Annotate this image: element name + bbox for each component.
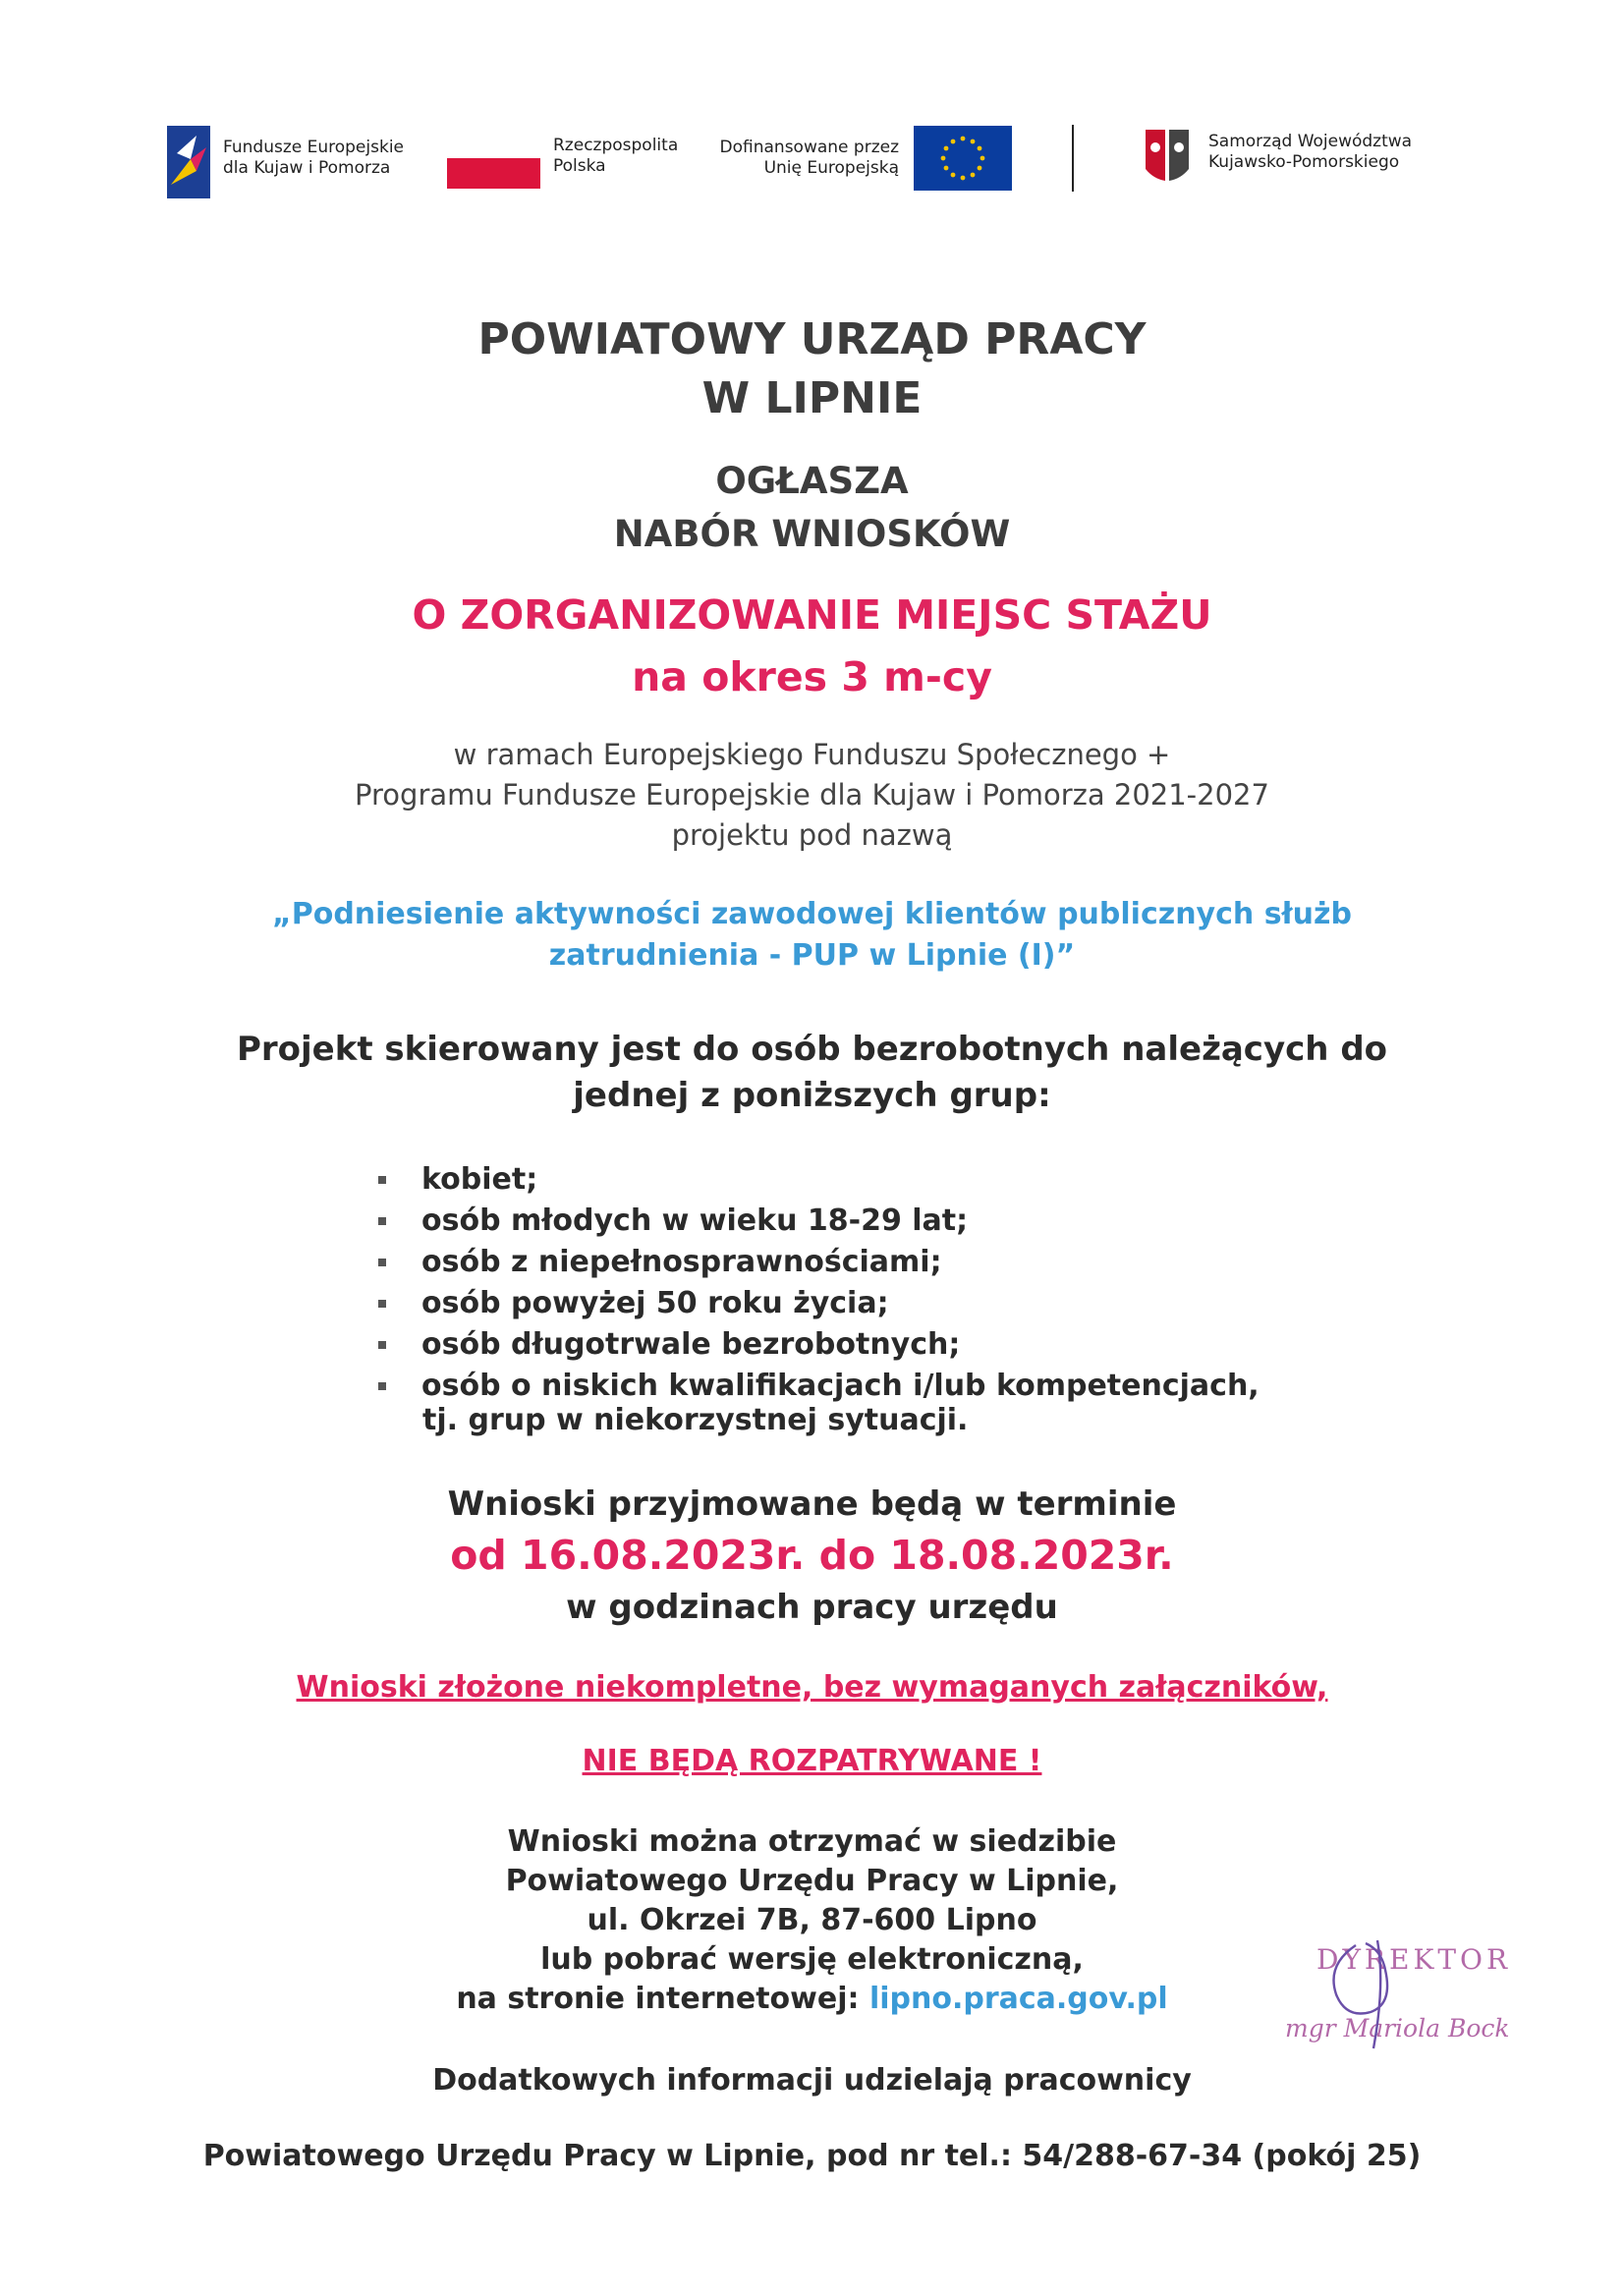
info-line-6: Dodatkowych informacji udzielają pracownicy	[432, 2063, 1192, 2098]
kp-logo-text: Samorząd Województwa Kujawsko-Pomorskiego	[1208, 132, 1413, 172]
audience-line-2: jednej z poniższych grup:	[573, 1076, 1051, 1115]
bullet-icon	[378, 1259, 386, 1266]
stamp-name: mgr Mariola Bock	[1285, 2014, 1510, 2043]
bullet-icon	[378, 1176, 386, 1184]
list-item: osób o niskich kwalifikacjach i/lub kompetencjach,	[378, 1366, 1260, 1407]
intro-line-1: w ramach Europejskiego Funduszu Społecznego +	[453, 738, 1171, 771]
page-title-line-2: W LIPNIE	[701, 373, 923, 423]
list-item: osób z niepełnosprawnościami;	[378, 1242, 1260, 1283]
stamp-title: DYREKTOR	[1316, 1943, 1512, 1976]
info-line-4: lub pobrać wersję elektroniczną,	[540, 1942, 1084, 1977]
subject-line-1: O ZORGANIZOWANIE MIEJSC STAŻU	[412, 591, 1212, 639]
subject-line-2: na okres 3 m-cy	[632, 653, 992, 700]
warning-line-1: Wnioski złożone niekompletne, bez wymaganych załączników,	[296, 1670, 1328, 1705]
logo-divider	[1072, 125, 1074, 192]
eu-flag-icon	[914, 126, 1012, 191]
bullet-icon	[378, 1217, 386, 1225]
eu-logo-text: Dofinansowane przez Unię Europejską	[719, 138, 899, 178]
list-item: osób powyżej 50 roku życia;	[378, 1283, 1260, 1324]
audience-line-1: Projekt skierowany jest do osób bezrobotnych należących do	[236, 1030, 1388, 1069]
intro-line-2: Programu Fundusze Europejskie dla Kujaw i Pomorza 2021-2027	[355, 778, 1269, 812]
groups-list	[378, 1159, 1260, 1407]
rp-flag-icon	[447, 158, 540, 189]
bullet-icon	[378, 1382, 386, 1390]
list-item: kobiet;	[378, 1159, 1260, 1201]
website-link[interactable]: lipno.praca.gov.pl	[868, 1982, 1168, 2016]
kujawsko-pomorskie-crest-icon	[1142, 126, 1193, 187]
groups-continuation: tj. grup w niekorzystnej sytuacji.	[422, 1403, 969, 1437]
terms-line-3: w godzinach pracy urzędu	[566, 1588, 1058, 1627]
info-line-7: Powiatowego Urzędu Pracy w Lipnie, pod nr tel.: 54/288-67-34 (pokój 25)	[202, 2139, 1422, 2173]
bullet-icon	[378, 1341, 386, 1349]
project-name-line-1: „Podniesienie aktywności zawodowej klientów publicznych służb	[272, 897, 1352, 931]
announces-heading: OGŁASZA	[715, 460, 909, 502]
call-heading: NABÓR WNIOSKÓW	[613, 513, 1011, 555]
bullet-icon	[378, 1300, 386, 1308]
project-name-line-2: zatrudnienia - PUP w Lipnie (I)”	[548, 938, 1076, 973]
fe-logo-icon	[167, 126, 210, 198]
intro-line-3: projektu pod nazwą	[671, 818, 953, 852]
terms-dates: od 16.08.2023r. do 18.08.2023r.	[450, 1532, 1174, 1579]
fe-logo-text: Fundusze Europejskie dla Kujaw i Pomorza	[223, 138, 404, 178]
list-item: osób długotrwale bezrobotnych;	[378, 1324, 1260, 1366]
info-line-3: ul. Okrzei 7B, 87-600 Lipno	[587, 1903, 1037, 1937]
warning-line-2: NIE BĘDĄ ROZPATRYWANE !	[582, 1744, 1042, 1778]
info-line-5: na stronie internetowej: lipno.praca.gov.pl	[456, 1982, 1168, 2016]
info-line-2: Powiatowego Urzędu Pracy w Lipnie,	[505, 1864, 1119, 1898]
list-item: osób młodych w wieku 18-29 lat;	[378, 1201, 1260, 1242]
signature-icon	[1316, 1926, 1444, 2063]
terms-line-1: Wnioski przyjmowane będą w terminie	[447, 1484, 1177, 1524]
info-line-1: Wnioski można otrzymać w siedzibie	[507, 1824, 1117, 1859]
rp-logo-text: Rzeczpospolita Polska	[553, 136, 679, 176]
page-title-line-1: POWIATOWY URZĄD PRACY	[477, 314, 1147, 364]
